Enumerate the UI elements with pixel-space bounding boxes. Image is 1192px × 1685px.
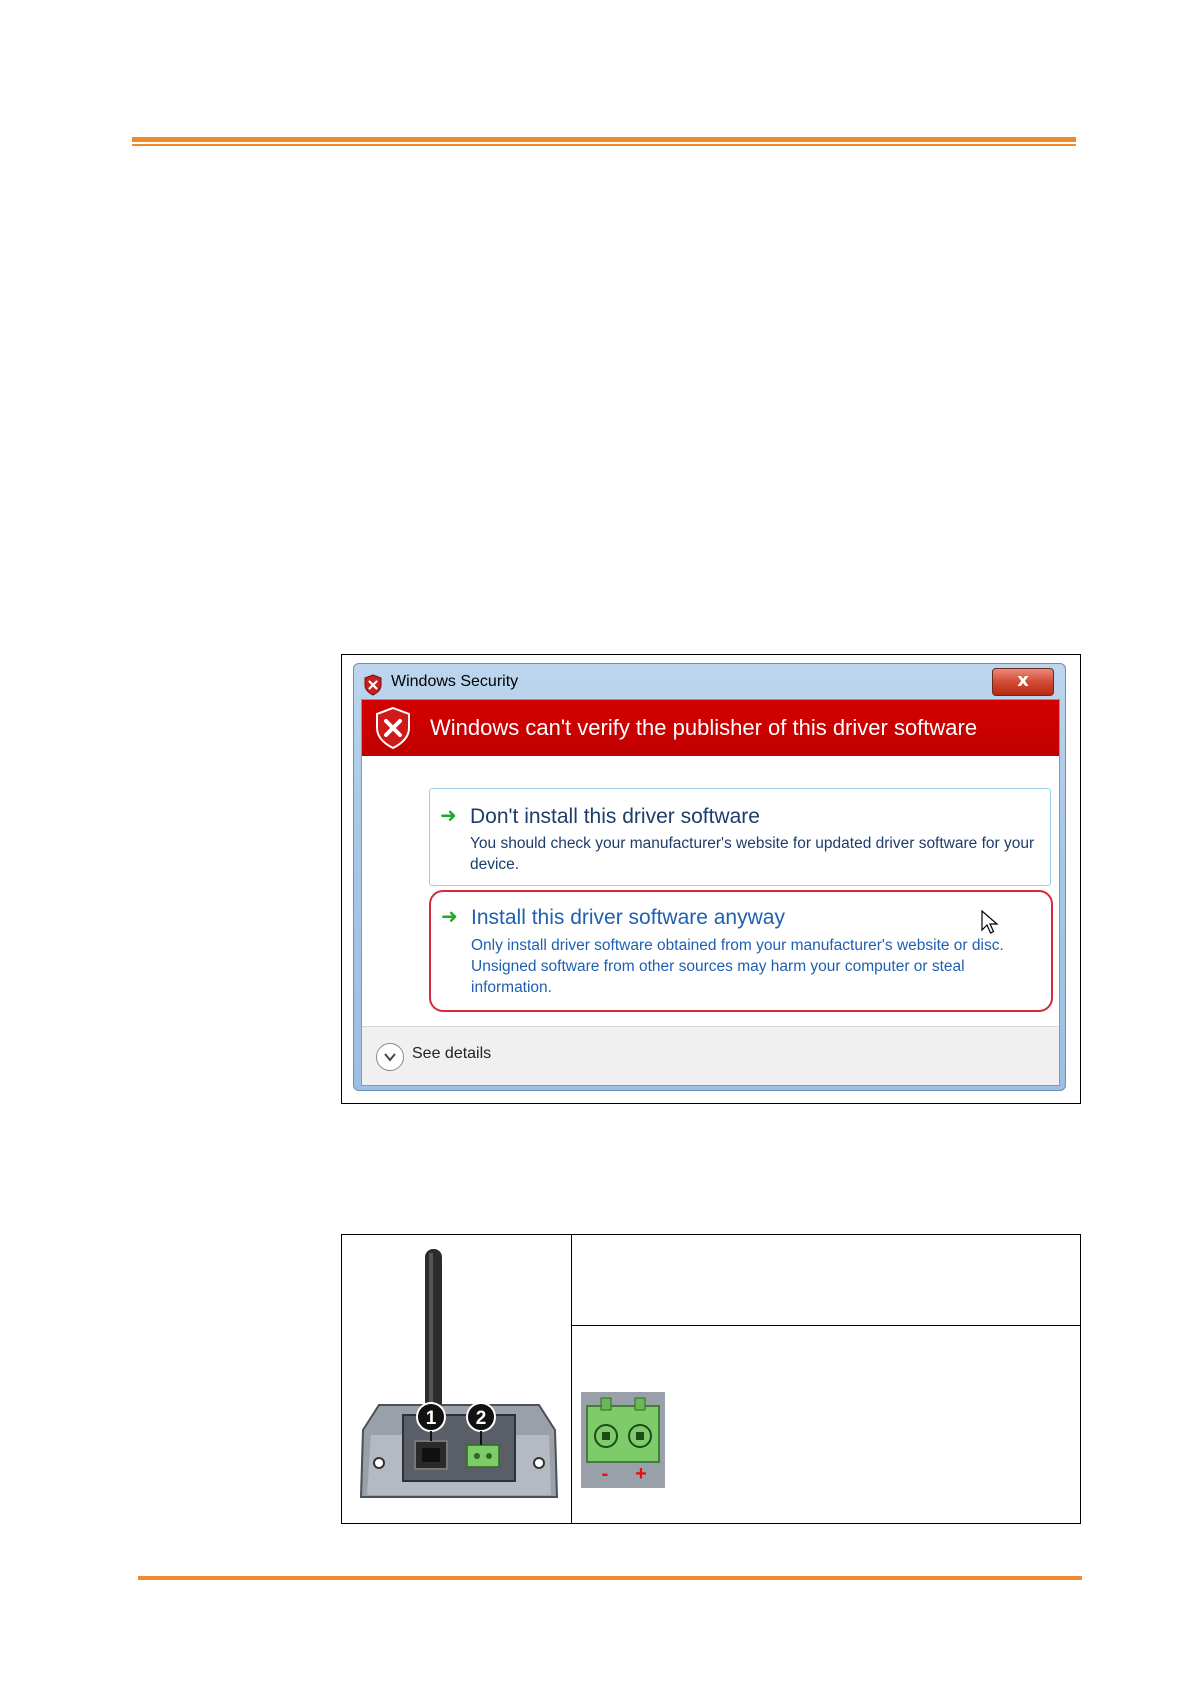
- dialog-client-area: [361, 699, 1060, 1086]
- option-title: Don't install this driver software: [470, 805, 760, 828]
- header-rule: [132, 137, 1076, 142]
- chevron-down-icon[interactable]: [376, 1043, 404, 1071]
- screenshot-frame: [341, 654, 1081, 1104]
- dialog-footer: [362, 1026, 1059, 1085]
- terminal-block-image: [581, 1392, 665, 1488]
- device-image-cell: [342, 1235, 572, 1523]
- security-shield-icon: [363, 674, 383, 696]
- header-rule-thin: [132, 144, 1076, 146]
- see-details-link[interactable]: See details: [412, 1045, 492, 1062]
- green-arrow-icon: ➜: [440, 803, 457, 827]
- table-cell-power: [572, 1326, 1080, 1523]
- warning-banner: [362, 700, 1059, 756]
- option-description: You should check your manufacturer's website for updated driver software for your device.: [470, 835, 1035, 873]
- close-button[interactable]: x: [992, 668, 1054, 696]
- option-title: Install this driver software anyway: [471, 906, 785, 929]
- terminal-minus-label: -: [601, 1463, 609, 1485]
- table-cell-usb: [572, 1235, 1080, 1326]
- option-description: Only install driver software obtained from your manufacturer's website or disc. Unsigned software from other sources may harm your computer or steal information.: [471, 937, 1004, 996]
- footer-rule: [138, 1576, 1082, 1580]
- wireless-device-image: [359, 1245, 559, 1511]
- option-install-anyway[interactable]: [429, 890, 1053, 1012]
- dialog-titlebar: [353, 663, 1066, 699]
- dialog-title: Windows Security: [391, 673, 519, 690]
- windows-security-dialog: [353, 663, 1066, 1091]
- callout-usb-number: 1: [425, 1408, 437, 1429]
- shield-error-icon: [374, 706, 412, 750]
- callout-power-number: 2: [475, 1408, 487, 1429]
- option-dont-install[interactable]: [429, 788, 1051, 886]
- device-table: [341, 1234, 1081, 1524]
- green-arrow-icon: ➜: [441, 904, 458, 928]
- mouse-cursor-icon: [981, 910, 999, 936]
- terminal-plus-label: +: [635, 1463, 647, 1485]
- banner-message: Windows can't verify the publisher of this driver software: [430, 715, 978, 740]
